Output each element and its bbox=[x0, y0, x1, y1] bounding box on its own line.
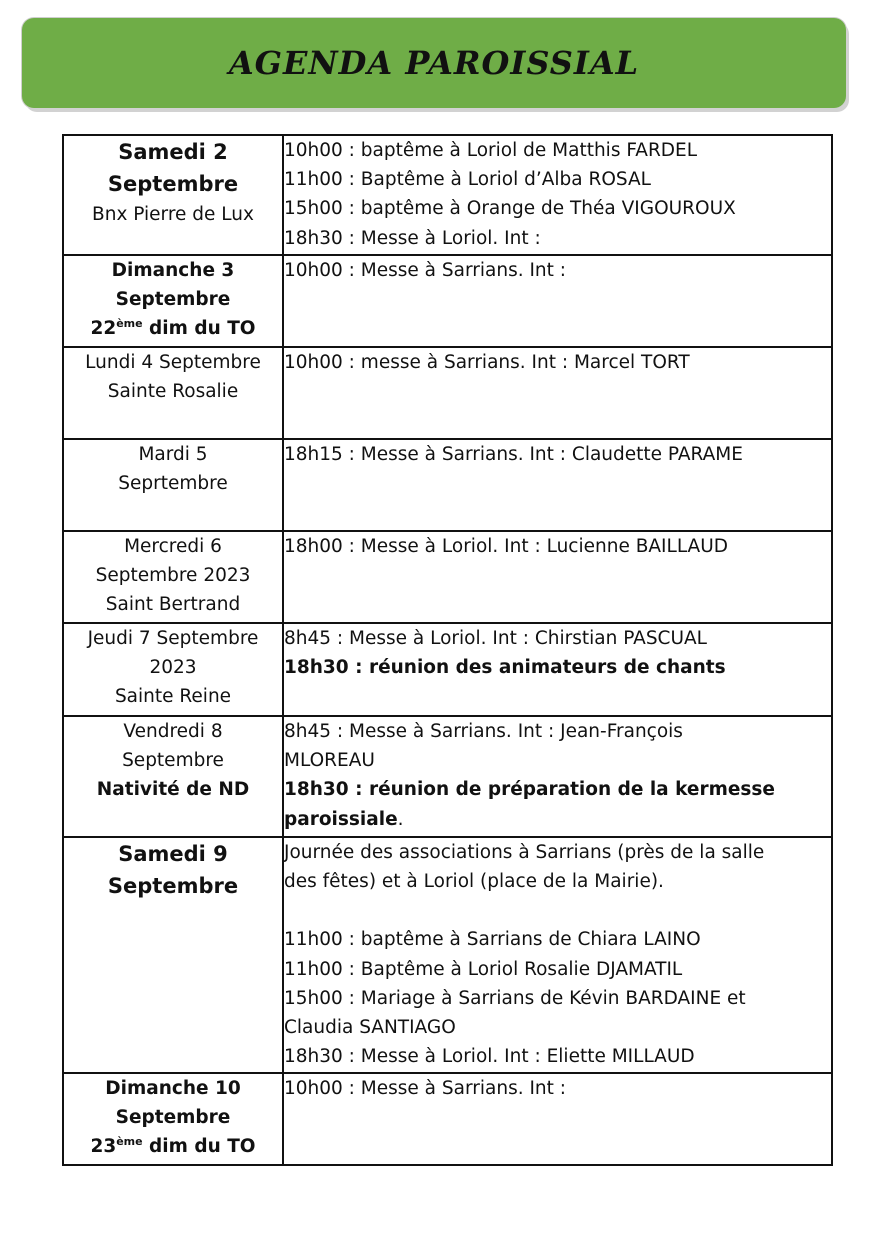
events-cell bbox=[283, 255, 832, 347]
blank-line bbox=[284, 896, 831, 925]
day-cell bbox=[63, 1073, 283, 1165]
events-cell bbox=[283, 531, 832, 623]
events-cell bbox=[283, 135, 832, 255]
event-item: 8h45 : Messe à Sarrians. Int : Jean-François bbox=[284, 721, 683, 742]
day-cell bbox=[63, 837, 283, 1073]
title-banner bbox=[22, 18, 846, 108]
day-cell bbox=[63, 531, 283, 623]
feast-label: Nativité de ND bbox=[96, 779, 250, 800]
events-cell bbox=[283, 623, 832, 716]
event-item: 10h00 : Messe à Sarrians. Int : bbox=[284, 260, 567, 281]
event-item: MLOREAU bbox=[284, 750, 375, 772]
table-row bbox=[63, 1073, 832, 1165]
saint-label: Sainte Rosalie bbox=[107, 381, 239, 402]
day-label: Samedi 2 bbox=[118, 140, 228, 164]
day-label: Vendredi 8 bbox=[123, 721, 223, 742]
day-cell bbox=[63, 623, 283, 716]
day-label: Septembre bbox=[107, 172, 239, 196]
day-label: Jeudi 7 Septembre bbox=[87, 628, 259, 649]
events-cell bbox=[283, 716, 832, 837]
event-item: 10h00 : baptême à Loriol de Matthis FARDEL bbox=[284, 140, 698, 161]
day-label: 2023 bbox=[149, 657, 197, 678]
table-row bbox=[63, 531, 832, 623]
table-row bbox=[63, 623, 832, 716]
events-cell bbox=[283, 347, 832, 439]
event-item: 18h00 : Messe à Loriol. Int : Lucienne BAILLAUD bbox=[284, 536, 728, 557]
saint-label: Bnx Pierre de Lux bbox=[92, 204, 254, 225]
table-row bbox=[63, 716, 832, 837]
event-item: 15h00 : Mariage à Sarrians de Kévin BARDAINE et bbox=[284, 987, 746, 1009]
day-label: Seprtembre bbox=[118, 473, 228, 494]
day-cell bbox=[63, 439, 283, 531]
saint-label: Sainte Reine bbox=[114, 686, 232, 707]
page-title: AGENDA PAROISSIAL bbox=[228, 44, 640, 82]
event-item: 18h30 : Messe à Loriol. Int : Eliette MILLAUD bbox=[284, 1046, 695, 1068]
event-item: 10h00 : messe à Sarrians. Int : Marcel TORT bbox=[284, 352, 690, 373]
day-cell bbox=[63, 347, 283, 439]
event-item: 11h00 : Baptême à Loriol Rosalie DJAMATIL bbox=[284, 958, 683, 980]
day-label: Septembre bbox=[122, 750, 224, 771]
event-item-bold: 18h30 : réunion de préparation de la kermesse bbox=[284, 779, 775, 801]
liturgical-label: 22ème dim du TO bbox=[90, 316, 256, 339]
event-intro: Journée des associations à Sarrians (près de la salle bbox=[284, 842, 765, 863]
table-row bbox=[63, 439, 832, 531]
day-label: Septembre bbox=[107, 874, 239, 898]
day-label: Septembre bbox=[115, 289, 231, 310]
day-label: Lundi 4 Septembre bbox=[85, 352, 261, 373]
event-item: 18h15 : Messe à Sarrians. Int : Claudette PARAME bbox=[284, 444, 743, 465]
event-item-bold-tail: paroissiale. bbox=[284, 808, 404, 830]
table-row bbox=[63, 135, 832, 255]
events-cell bbox=[283, 439, 832, 531]
day-cell bbox=[63, 716, 283, 837]
event-item: 11h00 : Baptême à Loriol d’Alba ROSAL bbox=[284, 169, 651, 191]
liturgical-label: 23ème dim du TO bbox=[90, 1134, 256, 1157]
table-row bbox=[63, 255, 832, 347]
event-item: 8h45 : Messe à Loriol. Int : Chirstian PASCUAL bbox=[284, 628, 707, 649]
saint-label: Saint Bertrand bbox=[105, 594, 241, 615]
table-row bbox=[63, 347, 832, 439]
day-label: Dimanche 10 bbox=[105, 1078, 241, 1099]
day-label: Mercredi 6 bbox=[124, 536, 222, 557]
table-row bbox=[63, 837, 832, 1073]
day-label: Dimanche 3 bbox=[111, 260, 235, 281]
event-item: 18h30 : Messe à Loriol. Int : bbox=[284, 227, 541, 249]
event-item-bold: 18h30 : réunion des animateurs de chants bbox=[284, 657, 726, 679]
event-item: Claudia SANTIAGO bbox=[284, 1017, 456, 1039]
day-label: Mardi 5 bbox=[138, 444, 208, 465]
event-intro: des fêtes) et à Loriol (place de la Mairie). bbox=[284, 871, 664, 893]
event-item: 11h00 : baptême à Sarrians de Chiara LAINO bbox=[284, 929, 701, 951]
day-label: Septembre bbox=[115, 1107, 231, 1128]
day-label: Samedi 9 bbox=[118, 842, 228, 866]
events-cell bbox=[283, 837, 832, 1073]
day-cell bbox=[63, 135, 283, 255]
events-cell bbox=[283, 1073, 832, 1165]
agenda-table bbox=[62, 134, 833, 1166]
day-cell bbox=[63, 255, 283, 347]
day-label: Septembre 2023 bbox=[95, 565, 251, 586]
event-item: 15h00 : baptême à Orange de Théa VIGOUROUX bbox=[284, 198, 736, 220]
event-item: 10h00 : Messe à Sarrians. Int : bbox=[284, 1078, 567, 1099]
